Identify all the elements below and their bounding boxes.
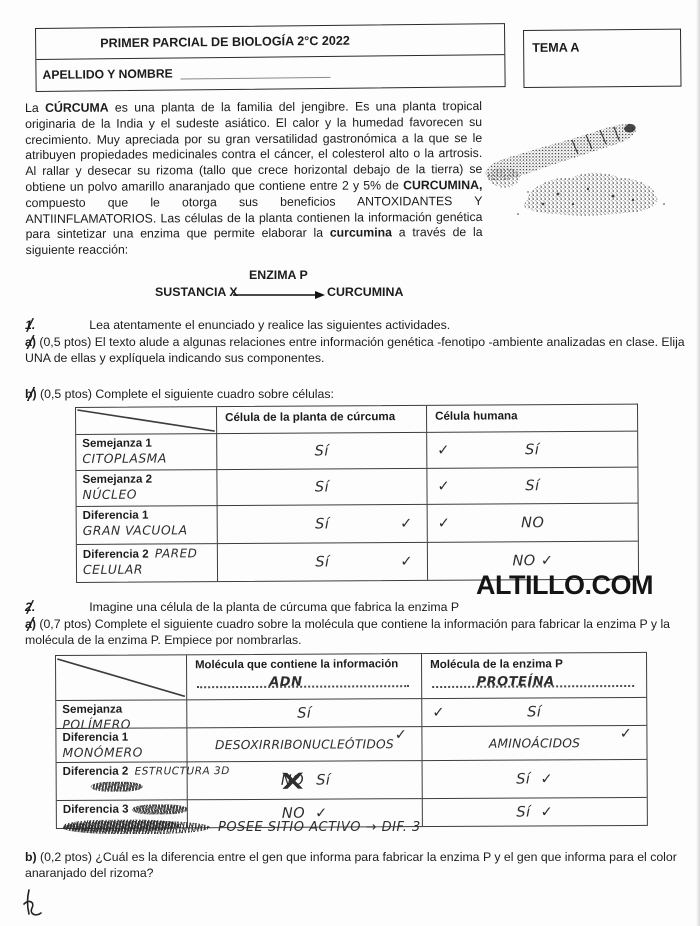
name-label: APELLIDO Y NOMBRE: [42, 66, 173, 82]
row-label-text: Semejanza 2: [82, 472, 153, 486]
row-label-text: Diferencia 1: [62, 730, 129, 744]
reaction-enzyme-label: ENZIMA P: [249, 268, 308, 282]
handwritten-row-note: CELULAR: [82, 561, 143, 577]
table1-column-header-curcuma: Célula de la planta de cúrcuma: [216, 406, 426, 433]
question-1a-text: (0,5 ptos) El texto alude a algunas relaciones entre información genética -fenotipo -ambiente analizadas en clase. Elija UNA de ellas y explíquela indicando sus componentes.: [25, 335, 685, 366]
exam-title: PRIMER PARCIAL DE BIOLOGÍA 2°C 2022: [100, 33, 350, 51]
handwritten-row-note: MONÓMERO: [62, 744, 143, 760]
table1-row-label: [77, 505, 217, 544]
question-2a: [25, 616, 687, 649]
answer-text: Sí: [297, 705, 312, 722]
answer-cell: [216, 468, 426, 505]
answer-cell: [217, 504, 427, 543]
question-2-text: Imagine una célula de la planta de cúrcuma que fabrica la enzima P: [89, 600, 460, 614]
table1-corner-cell: [76, 407, 216, 434]
row-label-text: Diferencia 2: [82, 547, 149, 561]
answer-text: NO: [521, 514, 545, 531]
check-mark: ✓: [315, 805, 328, 822]
bold-curcumina-2: curcumina: [329, 225, 393, 241]
intro-text: a través de la siguiente reacción:: [25, 225, 483, 258]
answer-text: Sí: [527, 703, 542, 721]
answer-text: Sí: [516, 804, 531, 821]
handwritten-answer: ADN: [269, 674, 303, 690]
answer-text: Sí: [316, 772, 331, 789]
answer-cell: [216, 432, 426, 469]
answer-cell: [426, 431, 637, 468]
answer-cell: [217, 542, 427, 581]
column-header-text: Molécula que contiene la información: [195, 658, 399, 672]
column-header-text: Molécula de la enzima P: [430, 657, 563, 672]
question-2a-text: (0,7 ptos) Complete el siguiente cuadro sobre la molécula que contiene la información para fabricar la enzima P y la molécula de la enzima P. Empiece por nombrarlas.: [25, 617, 671, 648]
answer-text: Sí: [525, 441, 540, 458]
answer-text: Sí: [315, 553, 330, 571]
intro-text: compuesto que le otorga sus beneficios ANTOXIDANTES Y ANTIINFLAMATORIOS. Las células de la planta contienen la información genética para sintetizar una enzima que permite elaborar la: [25, 193, 483, 242]
bold-curcuma: CÚRCUMA: [45, 100, 109, 115]
pen-mark: [20, 886, 46, 926]
diagonal-line-icon: [76, 407, 216, 434]
row-label-text: Semejanza 1: [82, 436, 152, 450]
question-1a: [25, 334, 687, 367]
answer-text: NO: [281, 805, 306, 822]
table2-row-label: [56, 727, 186, 762]
intro-text: La: [25, 100, 46, 115]
crossed-out-answer: NO: [280, 772, 305, 789]
handwritten-row-note: POLÍMERO: [62, 716, 132, 732]
question-1b-text: (0,5 ptos) Complete el siguiente cuadro sobre células:: [36, 387, 334, 401]
name-row: [36, 54, 504, 89]
answer-text: Sí: [314, 478, 330, 496]
table1-row-label: [77, 543, 217, 582]
cells-table: [75, 404, 639, 583]
check-mark: ✓: [394, 727, 408, 744]
question-2b-label: b): [25, 850, 37, 864]
answer-cell: [421, 725, 646, 760]
check-mark: ✓: [400, 515, 413, 532]
molecule-table: [55, 652, 648, 829]
check-mark: ✓: [437, 478, 451, 495]
table2-column-header-info: [186, 654, 421, 699]
tema-box: [523, 29, 682, 88]
answer-cell: [422, 797, 647, 826]
question-2: [25, 599, 687, 615]
note-below-table: [62, 820, 421, 835]
answer-text: AMINOÁCIDOS: [488, 735, 581, 751]
answer-text: Sí: [525, 477, 540, 494]
answer-text: NO ✓: [512, 552, 554, 569]
reaction-product-label: CURCUMINA: [327, 285, 404, 299]
answer-cell: [426, 467, 637, 504]
table2-row-label: [56, 699, 186, 732]
bold-curcumina: CURCUMINA,: [403, 177, 483, 193]
handwritten-row-note: CITOPLASMA: [82, 450, 167, 466]
table1-column-header-humana: Célula humana: [426, 405, 637, 432]
answer-cell: [187, 760, 422, 799]
name-blank-line: [181, 65, 331, 80]
answer-text: DESOXIRRIBONUCLEÓTIDOS: [214, 736, 394, 752]
check-mark: ✓: [400, 553, 413, 570]
handwritten-row-note: NÚCLEO: [82, 486, 138, 502]
tema-label: TEMA A: [532, 40, 580, 55]
answer-cell: [186, 698, 421, 727]
row-label-text: Diferencia 1: [82, 508, 149, 522]
table1-row-label: [76, 433, 216, 470]
answer-text: Sí: [314, 442, 329, 460]
turmeric-illustration: [468, 114, 686, 231]
watermark: ALTILLO.COM: [476, 570, 653, 600]
check-mark: ✓: [437, 442, 450, 459]
row-label-text: Diferencia 3: [62, 802, 129, 816]
handwritten-answer: PROTEÍNA: [476, 674, 555, 690]
question-2a-label: a): [25, 617, 36, 631]
check-mark: ✓: [432, 704, 446, 721]
answer-cell: [427, 503, 638, 542]
handwritten-row-note: GRAN VACUOLA: [82, 522, 188, 538]
answer-cell: [421, 697, 646, 726]
scribbled-text: [132, 804, 188, 814]
reaction-substrate-label: SUSTANCIA X: [155, 285, 238, 299]
question-1: [25, 317, 687, 333]
intro-text: es una planta de la familia del jengibre. Es una planta tropical originaria de la India y el sudeste asiático. El calor y la humedad favorecen su crecimiento. Muy apreciada por su gran versatilidad gastronómica a la que se le atribuyen propiedades medicinales contra el cáncer, el colesterol alto o la artrosis. Al rallar y desecar su rizoma (tallo que crece horizontal debajo de la tierra) se obtiene un polvo amarillo anaranjado que contiene entre 2 y 5% de: [25, 99, 483, 194]
table2-corner-cell: [56, 655, 186, 700]
row-label-text: Diferencia 2: [62, 764, 129, 778]
question-1-text: Lea atentamente el enunciado y realice las siguientes actividades.: [89, 318, 451, 332]
question-2b-text: (0,2 ptos) ¿Cuál es la diferencia entre el gen que informa para fabricar la enzima P y el gen que informa para el color anaranjado del rizoma?: [25, 850, 677, 881]
table2-row-label: [57, 761, 230, 800]
pen-squiggle-icon: [20, 886, 46, 922]
question-1-number: 1.: [25, 318, 36, 332]
diagonal-line-icon: [56, 655, 186, 700]
handwritten-note-text: POSEE SITIO ACTIVO → DIF. 3: [218, 820, 421, 835]
check-mark: ✓: [540, 803, 554, 820]
question-1b-label: b): [25, 387, 37, 401]
question-2b: [25, 849, 685, 882]
intro-paragraph: [25, 99, 483, 259]
answer-text: Sí: [315, 515, 330, 533]
row-label-text: Semejanza: [62, 702, 123, 716]
handwritten-row-note-inline: ESTRUCTURA 3D: [134, 765, 230, 778]
table2-column-header-enzyme: [421, 653, 646, 698]
reaction-arrow-icon: [233, 287, 325, 305]
answer-cell: [186, 726, 421, 761]
question-1b: [25, 386, 687, 402]
header-box: [35, 23, 506, 92]
turmeric-image: [468, 114, 686, 226]
question-2-number: 2.: [25, 600, 36, 614]
check-mark: ✓: [540, 770, 554, 787]
answer-text: Sí: [516, 771, 531, 788]
dotted-answer-line: [197, 671, 409, 688]
answer-cell: [422, 759, 647, 798]
dotted-answer-line: [432, 671, 634, 688]
table1-row-label: [76, 469, 216, 506]
scribbled-text: [62, 821, 210, 834]
check-mark: ✓: [619, 725, 633, 743]
check-mark: ✓: [437, 515, 451, 532]
question-1a-label: a): [25, 335, 36, 349]
scribbled-text: [91, 781, 143, 791]
handwritten-row-note-inline: PARED: [154, 546, 198, 561]
